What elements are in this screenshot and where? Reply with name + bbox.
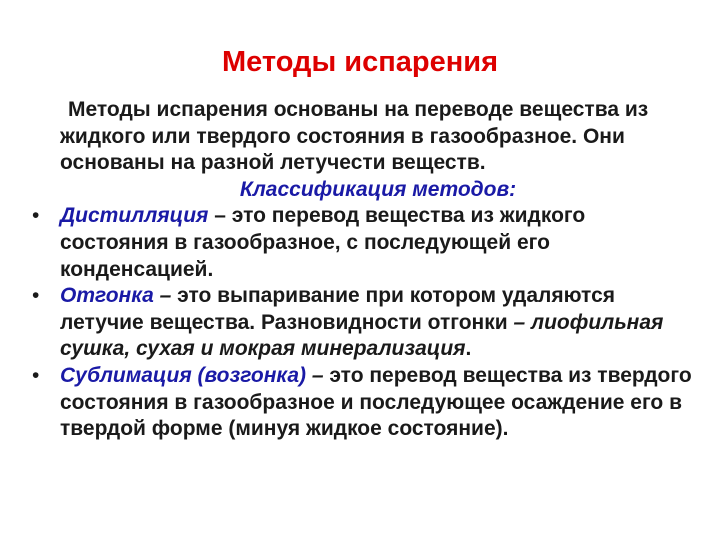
method-stripping [32, 283, 696, 363]
classification-heading: Классификация методов: [239, 177, 517, 201]
methods-list [32, 203, 696, 442]
bullet-icon: • [32, 363, 40, 387]
intro-paragraph: Методы испарения основаны на переводе вещества из жидкого или твердого состояния в газообразное. Они основаны на разной летучести веществ. [60, 98, 649, 175]
method-distillation [32, 203, 696, 283]
slide-title: Методы испарения [222, 46, 498, 78]
method-dash: – [153, 284, 178, 308]
method-description: это выпаривание при котором удаляются летучие вещества. Разновидности отгонки [60, 284, 615, 334]
method-description: это перевод вещества из твердого состояния в газообразное и последующее осаждение его в твердой форме (минуя жидкое состояние). [60, 363, 692, 441]
method-dash: – [306, 363, 330, 387]
bullet-icon: • [32, 204, 40, 228]
method-dash: – [208, 204, 232, 228]
slide-content [32, 97, 696, 443]
bullet-icon: • [32, 284, 40, 308]
method-term: Отгонка [60, 284, 154, 308]
method-term: Дистилляция [60, 204, 209, 228]
method-variants: лиофильная сушка, сухая и мокрая минерализация [60, 310, 664, 361]
method-tail: . [465, 337, 472, 361]
method-description: это перевод вещества из жидкого состояния в газообразное, с последующей его конденсацией. [60, 204, 586, 281]
method-term: Сублимация (возгонка) [60, 363, 306, 387]
method-sublimation [32, 363, 696, 443]
method-dash-2: – [507, 310, 532, 334]
